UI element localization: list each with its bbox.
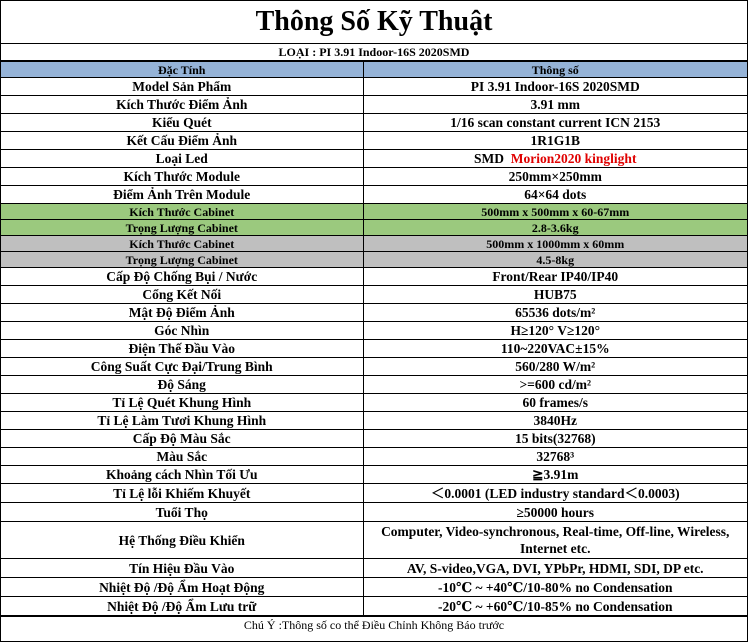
spec-value: 560/280 W/m²	[363, 358, 747, 376]
table-row	[1, 114, 747, 132]
spec-value: 4.5-8kg	[363, 252, 747, 268]
table-row	[1, 430, 747, 448]
spec-label: Góc Nhìn	[1, 322, 363, 340]
spec-value: H≥120° V≥120°	[363, 322, 747, 340]
spec-label: Cấp Độ Màu Sắc	[1, 430, 363, 448]
spec-label: Cổng Kết Nối	[1, 286, 363, 304]
table-row	[1, 597, 747, 616]
spec-label: Công Suất Cực Đại/Trung Bình	[1, 358, 363, 376]
spec-label: Model Sản Phẩm	[1, 78, 363, 96]
table-row	[1, 559, 747, 578]
table-row	[1, 322, 747, 340]
table-row	[1, 236, 747, 252]
table-row	[1, 376, 747, 394]
table-row	[1, 252, 747, 268]
spec-label: Kích Thước Cabinet	[1, 236, 363, 252]
spec-label: Kiểu Quét	[1, 114, 363, 132]
spec-label: Kích Thước Module	[1, 168, 363, 186]
spec-label: Tỉ Lệ Làm Tươi Khung Hình	[1, 412, 363, 430]
table-row	[1, 286, 747, 304]
spec-value: Front/Rear IP40/IP40	[363, 268, 747, 286]
table-row	[1, 204, 747, 220]
spec-value: ＜0.0001 (LED industry standard＜0.0003)	[363, 484, 747, 503]
table-row	[1, 96, 747, 114]
spec-value	[363, 150, 747, 168]
spec-label: Kích Thước Điểm Ảnh	[1, 96, 363, 114]
spec-value: 32768³	[363, 448, 747, 466]
spec-value: >=600 cd/m²	[363, 376, 747, 394]
spec-table	[1, 61, 747, 616]
spec-value: 2.8-3.6kg	[363, 220, 747, 236]
spec-value: 3.91 mm	[363, 96, 747, 114]
spec-label: Khoảng cách Nhìn Tối Ưu	[1, 466, 363, 484]
table-row	[1, 220, 747, 236]
table-row	[1, 466, 747, 484]
spec-label: Kết Cấu Điểm Ảnh	[1, 132, 363, 150]
spec-label: Điện Thế Đầu Vào	[1, 340, 363, 358]
spec-label: Loại Led	[1, 150, 363, 168]
spec-value: -10℃ ~ +40℃/10-80% no Condensation	[363, 578, 747, 597]
table-row	[1, 358, 747, 376]
table-row	[1, 448, 747, 466]
footnote: Chú Ý :Thông số co thể Điều Chỉnh Không Báo trước	[1, 616, 747, 634]
spec-value: 500mm x 500mm x 60-67mm	[363, 204, 747, 220]
spec-label: Độ Sáng	[1, 376, 363, 394]
spec-value: 500mm x 1000mm x 60mm	[363, 236, 747, 252]
header-value: Thông số	[363, 62, 747, 78]
table-row	[1, 484, 747, 503]
table-row	[1, 394, 747, 412]
spec-label: Kích Thước Cabinet	[1, 204, 363, 220]
spec-value: ≧3.91m	[363, 466, 747, 484]
spec-label: Trọng Lượng Cabinet	[1, 252, 363, 268]
spec-value: 1/16 scan constant current ICN 2153	[363, 114, 747, 132]
spec-label: Tín Hiệu Đầu Vào	[1, 559, 363, 578]
spec-value: 65536 dots/m²	[363, 304, 747, 322]
table-row	[1, 268, 747, 286]
table-row	[1, 578, 747, 597]
spec-value: 15 bits(32768)	[363, 430, 747, 448]
spec-value: 250mm×250mm	[363, 168, 747, 186]
led-brand-highlight: Morion2020 kinglight	[510, 150, 637, 166]
spec-value: 60 frames/s	[363, 394, 747, 412]
table-header-row	[1, 62, 747, 78]
table-row	[1, 150, 747, 168]
spec-value: 1R1G1B	[363, 132, 747, 150]
table-row	[1, 186, 747, 204]
spec-label: Nhiệt Độ /Độ Ẩm Lưu trữ	[1, 597, 363, 616]
table-row	[1, 340, 747, 358]
led-type-text: SMD	[474, 150, 505, 166]
spec-label: Trọng Lượng Cabinet	[1, 220, 363, 236]
spec-value: AV, S-video,VGA, DVI, YPbPr, HDMI, SDI, DP etc.	[363, 559, 747, 578]
table-row	[1, 503, 747, 522]
spec-label: Màu Sắc	[1, 448, 363, 466]
spec-value: 64×64 dots	[363, 186, 747, 204]
spec-label: Điểm Ảnh Trên Module	[1, 186, 363, 204]
page-title: Thông Số Kỹ Thuật	[1, 1, 747, 44]
spec-label: Tỉ Lệ Quét Khung Hình	[1, 394, 363, 412]
spec-label: Tỉ Lệ lỗi Khiếm Khuyết	[1, 484, 363, 503]
header-property: Đặc Tính	[1, 62, 363, 78]
spec-label: Nhiệt Độ /Độ Ẩm Hoạt Động	[1, 578, 363, 597]
spec-label: Tuổi Thọ	[1, 503, 363, 522]
spec-value: 3840Hz	[363, 412, 747, 430]
spec-value: ≥50000 hours	[363, 503, 747, 522]
table-row	[1, 78, 747, 96]
spec-label: Cấp Độ Chống Bụi / Nước	[1, 268, 363, 286]
spec-value: PI 3.91 Indoor-16S 2020SMD	[363, 78, 747, 96]
table-row	[1, 132, 747, 150]
product-type: LOẠI : PI 3.91 Indoor-16S 2020SMD	[1, 44, 747, 61]
spec-value: 110~220VAC±15%	[363, 340, 747, 358]
spec-value: Computer, Video-synchronous, Real-time, Off-line, Wireless, Internet etc.	[363, 522, 747, 559]
table-row	[1, 168, 747, 186]
spec-label: Hệ Thống Điều Khiển	[1, 522, 363, 559]
spec-label: Mật Độ Điểm Ảnh	[1, 304, 363, 322]
table-row	[1, 412, 747, 430]
spec-value: -20℃ ~ +60℃/10-85% no Condensation	[363, 597, 747, 616]
table-row	[1, 522, 747, 559]
table-row	[1, 304, 747, 322]
spec-value: HUB75	[363, 286, 747, 304]
